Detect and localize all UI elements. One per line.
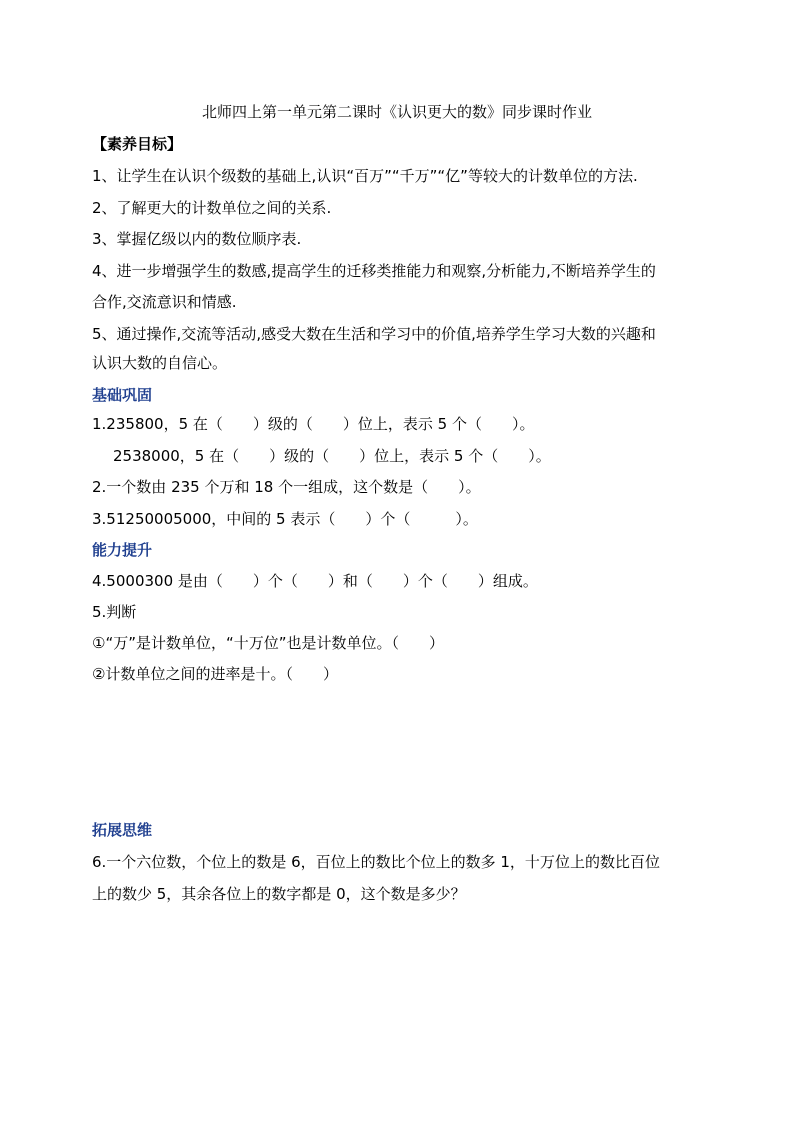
- objective-line: 4、进一步增强学生的数感,提高学生的迁移类推能力和观察,分析能力,不断培养学生的: [92, 262, 656, 280]
- question-line: 4.5000300 是由（ ）个（ ）和（ ）个（ ）组成。: [92, 572, 538, 590]
- objective-line: 认识大数的自信心。: [92, 354, 228, 372]
- objective-line: 5、通过操作,交流等活动,感受大数在生活和学习中的价值,培养学生学习大数的兴趣和: [92, 325, 656, 343]
- question-line: 3.51250005000，中间的 5 表示（ ）个（ ）。: [92, 510, 478, 528]
- section-extension-heading: 拓展思维: [92, 821, 153, 839]
- section-ability-heading: 能力提升: [92, 541, 153, 559]
- document-title: 北师四上第一单元第二课时《认识更大的数》同步课时作业: [201, 103, 592, 121]
- question-line: 1.235800，5 在（ ）级的（ ）位上，表示 5 个（ ）。: [92, 415, 535, 433]
- objective-line: 2、了解更大的计数单位之间的关系.: [92, 199, 332, 217]
- question-line: ②计数单位之间的进率是十。（ ）: [92, 665, 338, 683]
- section-basic-heading: 基础巩固: [92, 386, 153, 404]
- objective-line: 3、掌握亿级以内的数位顺序表.: [92, 230, 302, 248]
- objectives-heading: 【素养目标】: [92, 135, 183, 153]
- question-line: 6.一个六位数，个位上的数是 6，百位上的数比个位上的数多 1，十万位上的数比百位: [92, 853, 660, 871]
- question-line: 2.一个数由 235 个万和 18 个一组成，这个数是（ ）。: [92, 478, 481, 496]
- question-line: ①“万”是计数单位，“十万位”也是计数单位。（ ）: [92, 634, 445, 652]
- question-line: 2538000，5 在（ ）级的（ ）位上，表示 5 个（ ）。: [113, 447, 551, 465]
- question-line: 5.判断: [92, 603, 137, 621]
- objective-line: 1、让学生在认识个级数的基础上,认识“百万”“千万”“亿”等较大的计数单位的方法.: [92, 167, 638, 185]
- question-line: 上的数少 5，其余各位上的数字都是 0，这个数是多少？: [92, 885, 466, 903]
- objective-line: 合作,交流意识和情感.: [92, 293, 237, 311]
